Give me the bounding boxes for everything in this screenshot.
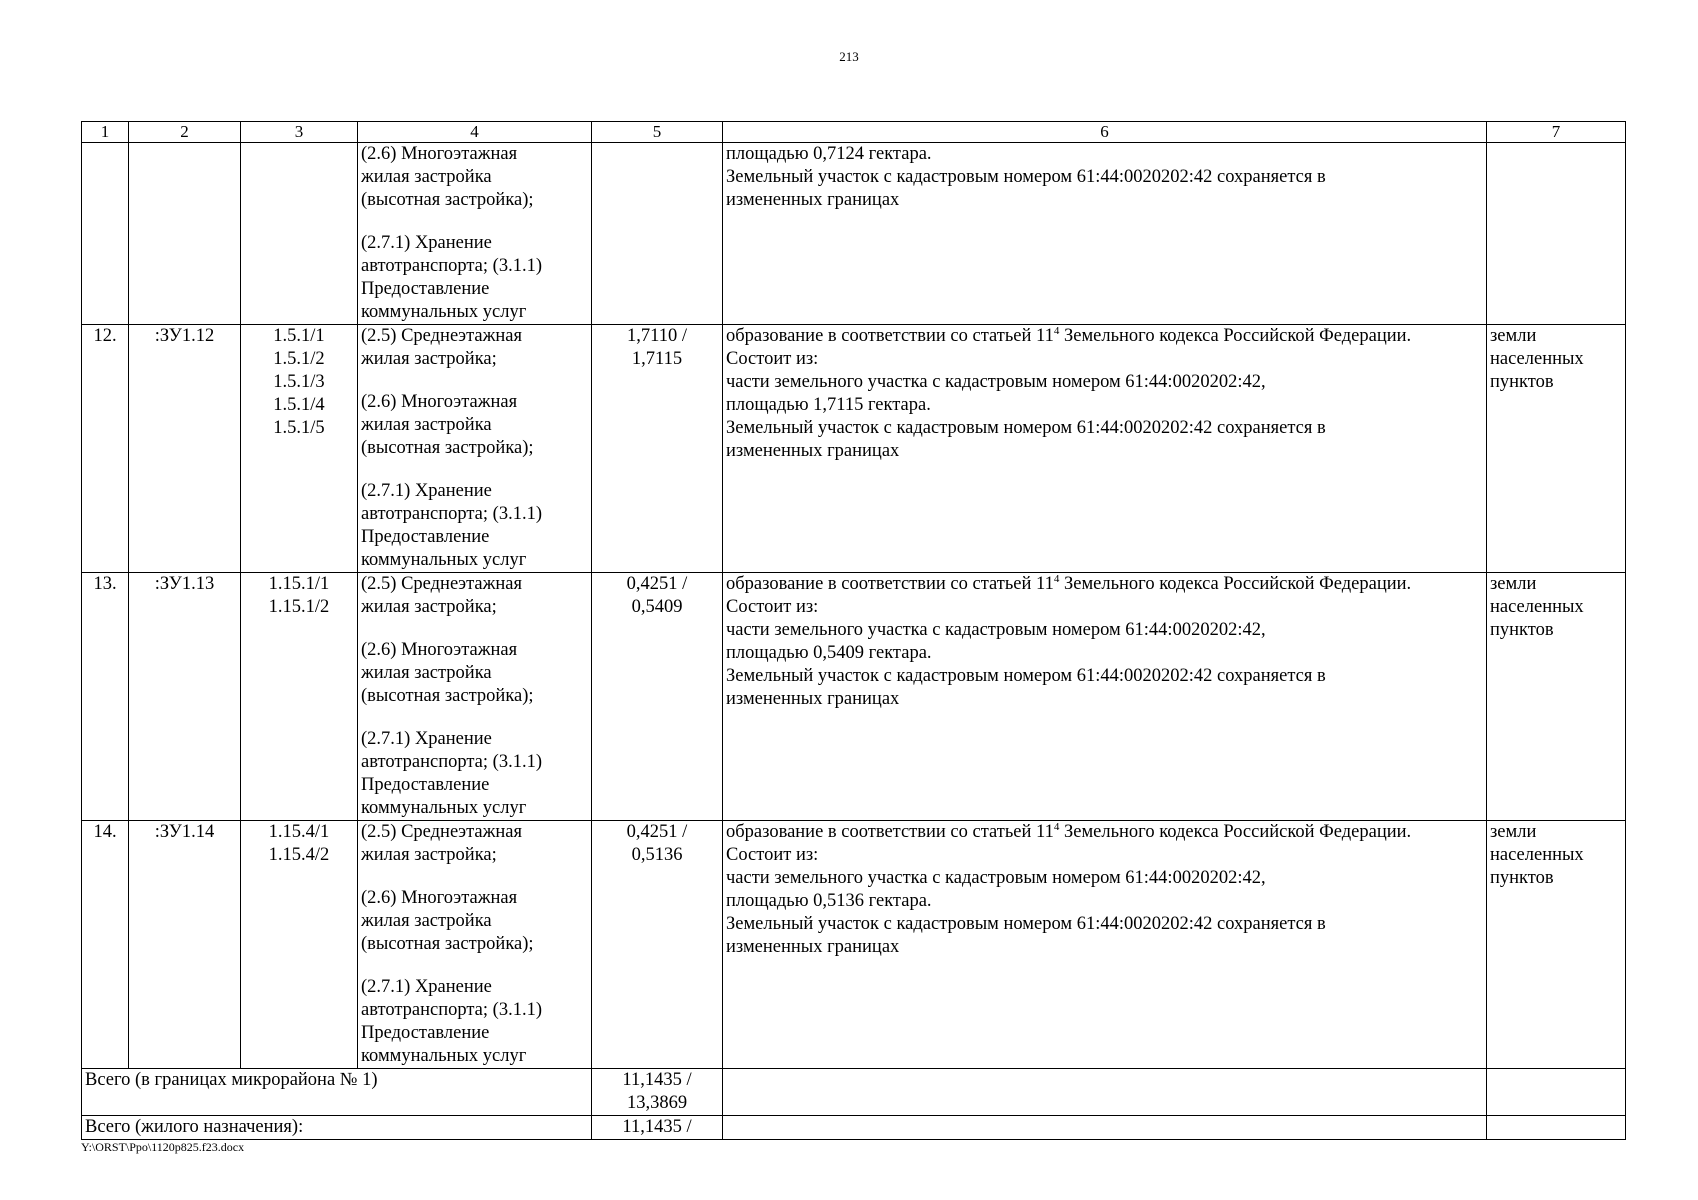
row-number: 12. — [82, 325, 129, 573]
permitted-use-line: (2.5) Среднеэтажная — [361, 822, 523, 842]
description-line: образование в соответствии со статьей $11^4$ Земельного кодекса Российской Федерации. — [726, 820, 1412, 842]
permitted-use-line: (2.5) Среднеэтажная — [361, 574, 523, 594]
permitted-use-line: Предоставление — [361, 1023, 490, 1043]
permitted-use-line: (высотная застройка); — [361, 438, 534, 458]
subplot-number: 1.5.1/5 — [273, 418, 325, 438]
column-number-row — [82, 122, 1626, 143]
description-line: площадью 1,7115 гектара. — [726, 395, 931, 415]
total-area-value: 11,1435 / — [622, 1070, 692, 1090]
permitted-use-cell — [358, 573, 592, 821]
area-cell — [592, 325, 723, 573]
area-cell — [592, 573, 723, 821]
description-line: части земельного участка с кадастровым номером 61:44:0020202:42, — [726, 620, 1266, 640]
land-category-cell — [1487, 821, 1626, 1069]
column-number: 3 — [241, 122, 358, 143]
table-row — [82, 573, 1626, 821]
area-value: 1,7110 / — [627, 326, 687, 346]
description-line: образование в соответствии со статьей $11^4$ Земельного кодекса Российской Федерации. — [726, 572, 1412, 594]
permitted-use-line: автотранспорта; (3.1.1) — [361, 256, 542, 276]
continuation-row — [82, 143, 1626, 325]
total-label: Всего (жилого назначения): — [82, 1116, 592, 1140]
total-row — [82, 1116, 1626, 1140]
permitted-use-line: (2.7.1) Хранение — [361, 481, 492, 501]
description-line: измененных границах — [726, 441, 900, 461]
area-value: 1,7115 — [631, 349, 683, 369]
permitted-use-line: жилая застройка; — [361, 845, 497, 865]
description-line: Земельный участок с кадастровым номером 61:44:0020202:42 сохраняется в — [726, 418, 1326, 438]
land-category-line: населенных — [1490, 597, 1584, 617]
land-category-line: пунктов — [1490, 620, 1554, 640]
permitted-use-line: жилая застройка; — [361, 597, 497, 617]
column-number: 1 — [82, 122, 129, 143]
file-path-footer: Y:\ORST\Ppo\1120p825.f23.docx — [81, 1140, 245, 1154]
description-cell — [723, 325, 1487, 573]
subplot-list — [241, 821, 358, 1069]
permitted-use-line: (2.7.1) Хранение — [361, 233, 492, 253]
permitted-use-line: (2.7.1) Хранение — [361, 977, 492, 997]
description-line: образование в соответствии со статьей $11^4$ Земельного кодекса Российской Федерации. — [726, 324, 1412, 346]
description-line: Земельный участок с кадастровым номером 61:44:0020202:42 сохраняется в — [726, 666, 1326, 686]
table-row — [82, 325, 1626, 573]
land-category-cell — [1487, 325, 1626, 573]
land-category-line: пунктов — [1490, 372, 1554, 392]
permitted-use-line: Предоставление — [361, 527, 490, 547]
article-superscript: 4 — [1053, 820, 1060, 833]
subplot-number: 1.5.1/2 — [273, 349, 325, 369]
total-area — [592, 1116, 723, 1140]
permitted-use-line: (2.7.1) Хранение — [361, 729, 492, 749]
description-line: Состоит из: — [726, 597, 819, 617]
total-area — [592, 1069, 723, 1116]
area-cell — [592, 821, 723, 1069]
subplot-number: 1.5.1/1 — [273, 326, 325, 346]
subplot-list — [241, 573, 358, 821]
permitted-use-line: Предоставление — [361, 775, 490, 795]
permitted-use-line: автотранспорта; (3.1.1) — [361, 1000, 542, 1020]
total-area-value: 13,3869 — [626, 1093, 688, 1113]
permitted-use-line: коммунальных услуг — [361, 1046, 527, 1066]
subplot-number: 1.15.4/1 — [268, 822, 330, 842]
permitted-use-cell — [358, 143, 592, 325]
permitted-use-line: (высотная застройка); — [361, 686, 534, 706]
land-plots-table — [81, 121, 1626, 1140]
permitted-use-line: (высотная застройка); — [361, 934, 534, 954]
description-line: Земельный участок с кадастровым номером 61:44:0020202:42 сохраняется в — [726, 167, 1326, 187]
subplot-number: 1.15.1/2 — [268, 597, 330, 617]
permitted-use-line: (2.6) Многоэтажная — [361, 392, 518, 412]
area-value: 0,5136 — [631, 845, 683, 865]
permitted-use-cell — [358, 821, 592, 1069]
permitted-use-line: автотранспорта; (3.1.1) — [361, 504, 542, 524]
description-line: Состоит из: — [726, 349, 819, 369]
permitted-use-line: (2.5) Среднеэтажная — [361, 326, 523, 346]
description-line: измененных границах — [726, 937, 900, 957]
total-label: Всего (в границах микрорайона № 1) — [82, 1069, 592, 1116]
description-line: Состоит из: — [726, 845, 819, 865]
land-category-line: земли — [1490, 326, 1537, 346]
column-number: 5 — [592, 122, 723, 143]
permitted-use-line: жилая застройка — [361, 415, 492, 435]
subplot-number: 1.5.1/4 — [273, 395, 325, 415]
description-line: площадью 0,5136 гектара. — [726, 891, 932, 911]
permitted-use-line: автотранспорта; (3.1.1) — [361, 752, 542, 772]
land-category-line: населенных — [1490, 845, 1584, 865]
permitted-use-line: жилая застройка — [361, 663, 492, 683]
description-line: Земельный участок с кадастровым номером 61:44:0020202:42 сохраняется в — [726, 914, 1326, 934]
subplot-number: 1.15.4/2 — [268, 845, 330, 865]
subplot-number: 1.5.1/3 — [273, 372, 325, 392]
plot-id: :ЗУ1.13 — [129, 573, 241, 821]
plot-id: :ЗУ1.12 — [129, 325, 241, 573]
land-category-line: земли — [1490, 574, 1537, 594]
total-area-value: 11,1435 / — [622, 1117, 692, 1137]
description-line: части земельного участка с кадастровым номером 61:44:0020202:42, — [726, 868, 1266, 888]
description-cell — [723, 573, 1487, 821]
permitted-use-line: (2.6) Многоэтажная — [361, 144, 518, 164]
description-line: измененных границах — [726, 689, 900, 709]
table-row — [82, 821, 1626, 1069]
permitted-use-cell — [358, 325, 592, 573]
subplot-number: 1.15.1/1 — [268, 574, 330, 594]
column-number: 4 — [358, 122, 592, 143]
row-number: 13. — [82, 573, 129, 821]
land-category-cell — [1487, 573, 1626, 821]
permitted-use-line: (высотная застройка); — [361, 190, 534, 210]
description-line: измененных границах — [726, 190, 900, 210]
permitted-use-line: коммунальных услуг — [361, 302, 527, 322]
subplot-list — [241, 325, 358, 573]
land-category-line: населенных — [1490, 349, 1584, 369]
description-line: площадью 0,7124 гектара. — [726, 144, 932, 164]
total-row — [82, 1069, 1626, 1116]
area-value: 0,4251 / — [626, 822, 688, 842]
column-number: 2 — [129, 122, 241, 143]
permitted-use-line: коммунальных услуг — [361, 550, 527, 570]
description-line: части земельного участка с кадастровым номером 61:44:0020202:42, — [726, 372, 1266, 392]
article-superscript: 4 — [1053, 324, 1060, 337]
plot-id: :ЗУ1.14 — [129, 821, 241, 1069]
area-value: 0,4251 / — [626, 574, 688, 594]
permitted-use-line: коммунальных услуг — [361, 798, 527, 818]
permitted-use-line: жилая застройка; — [361, 349, 497, 369]
permitted-use-line: (2.6) Многоэтажная — [361, 888, 518, 908]
page-number: 213 — [839, 49, 859, 64]
land-category-line: земли — [1490, 822, 1537, 842]
column-number: 6 — [723, 122, 1487, 143]
permitted-use-line: жилая застройка — [361, 167, 492, 187]
row-number: 14. — [82, 821, 129, 1069]
article-superscript: 4 — [1053, 572, 1060, 585]
permitted-use-line: Предоставление — [361, 279, 490, 299]
permitted-use-line: (2.6) Многоэтажная — [361, 640, 518, 660]
column-number: 7 — [1487, 122, 1626, 143]
land-category-line: пунктов — [1490, 868, 1554, 888]
description-cell — [723, 821, 1487, 1069]
permitted-use-line: жилая застройка — [361, 911, 492, 931]
area-value: 0,5409 — [631, 597, 683, 617]
description-cell — [723, 143, 1487, 325]
description-line: площадью 0,5409 гектара. — [726, 643, 932, 663]
